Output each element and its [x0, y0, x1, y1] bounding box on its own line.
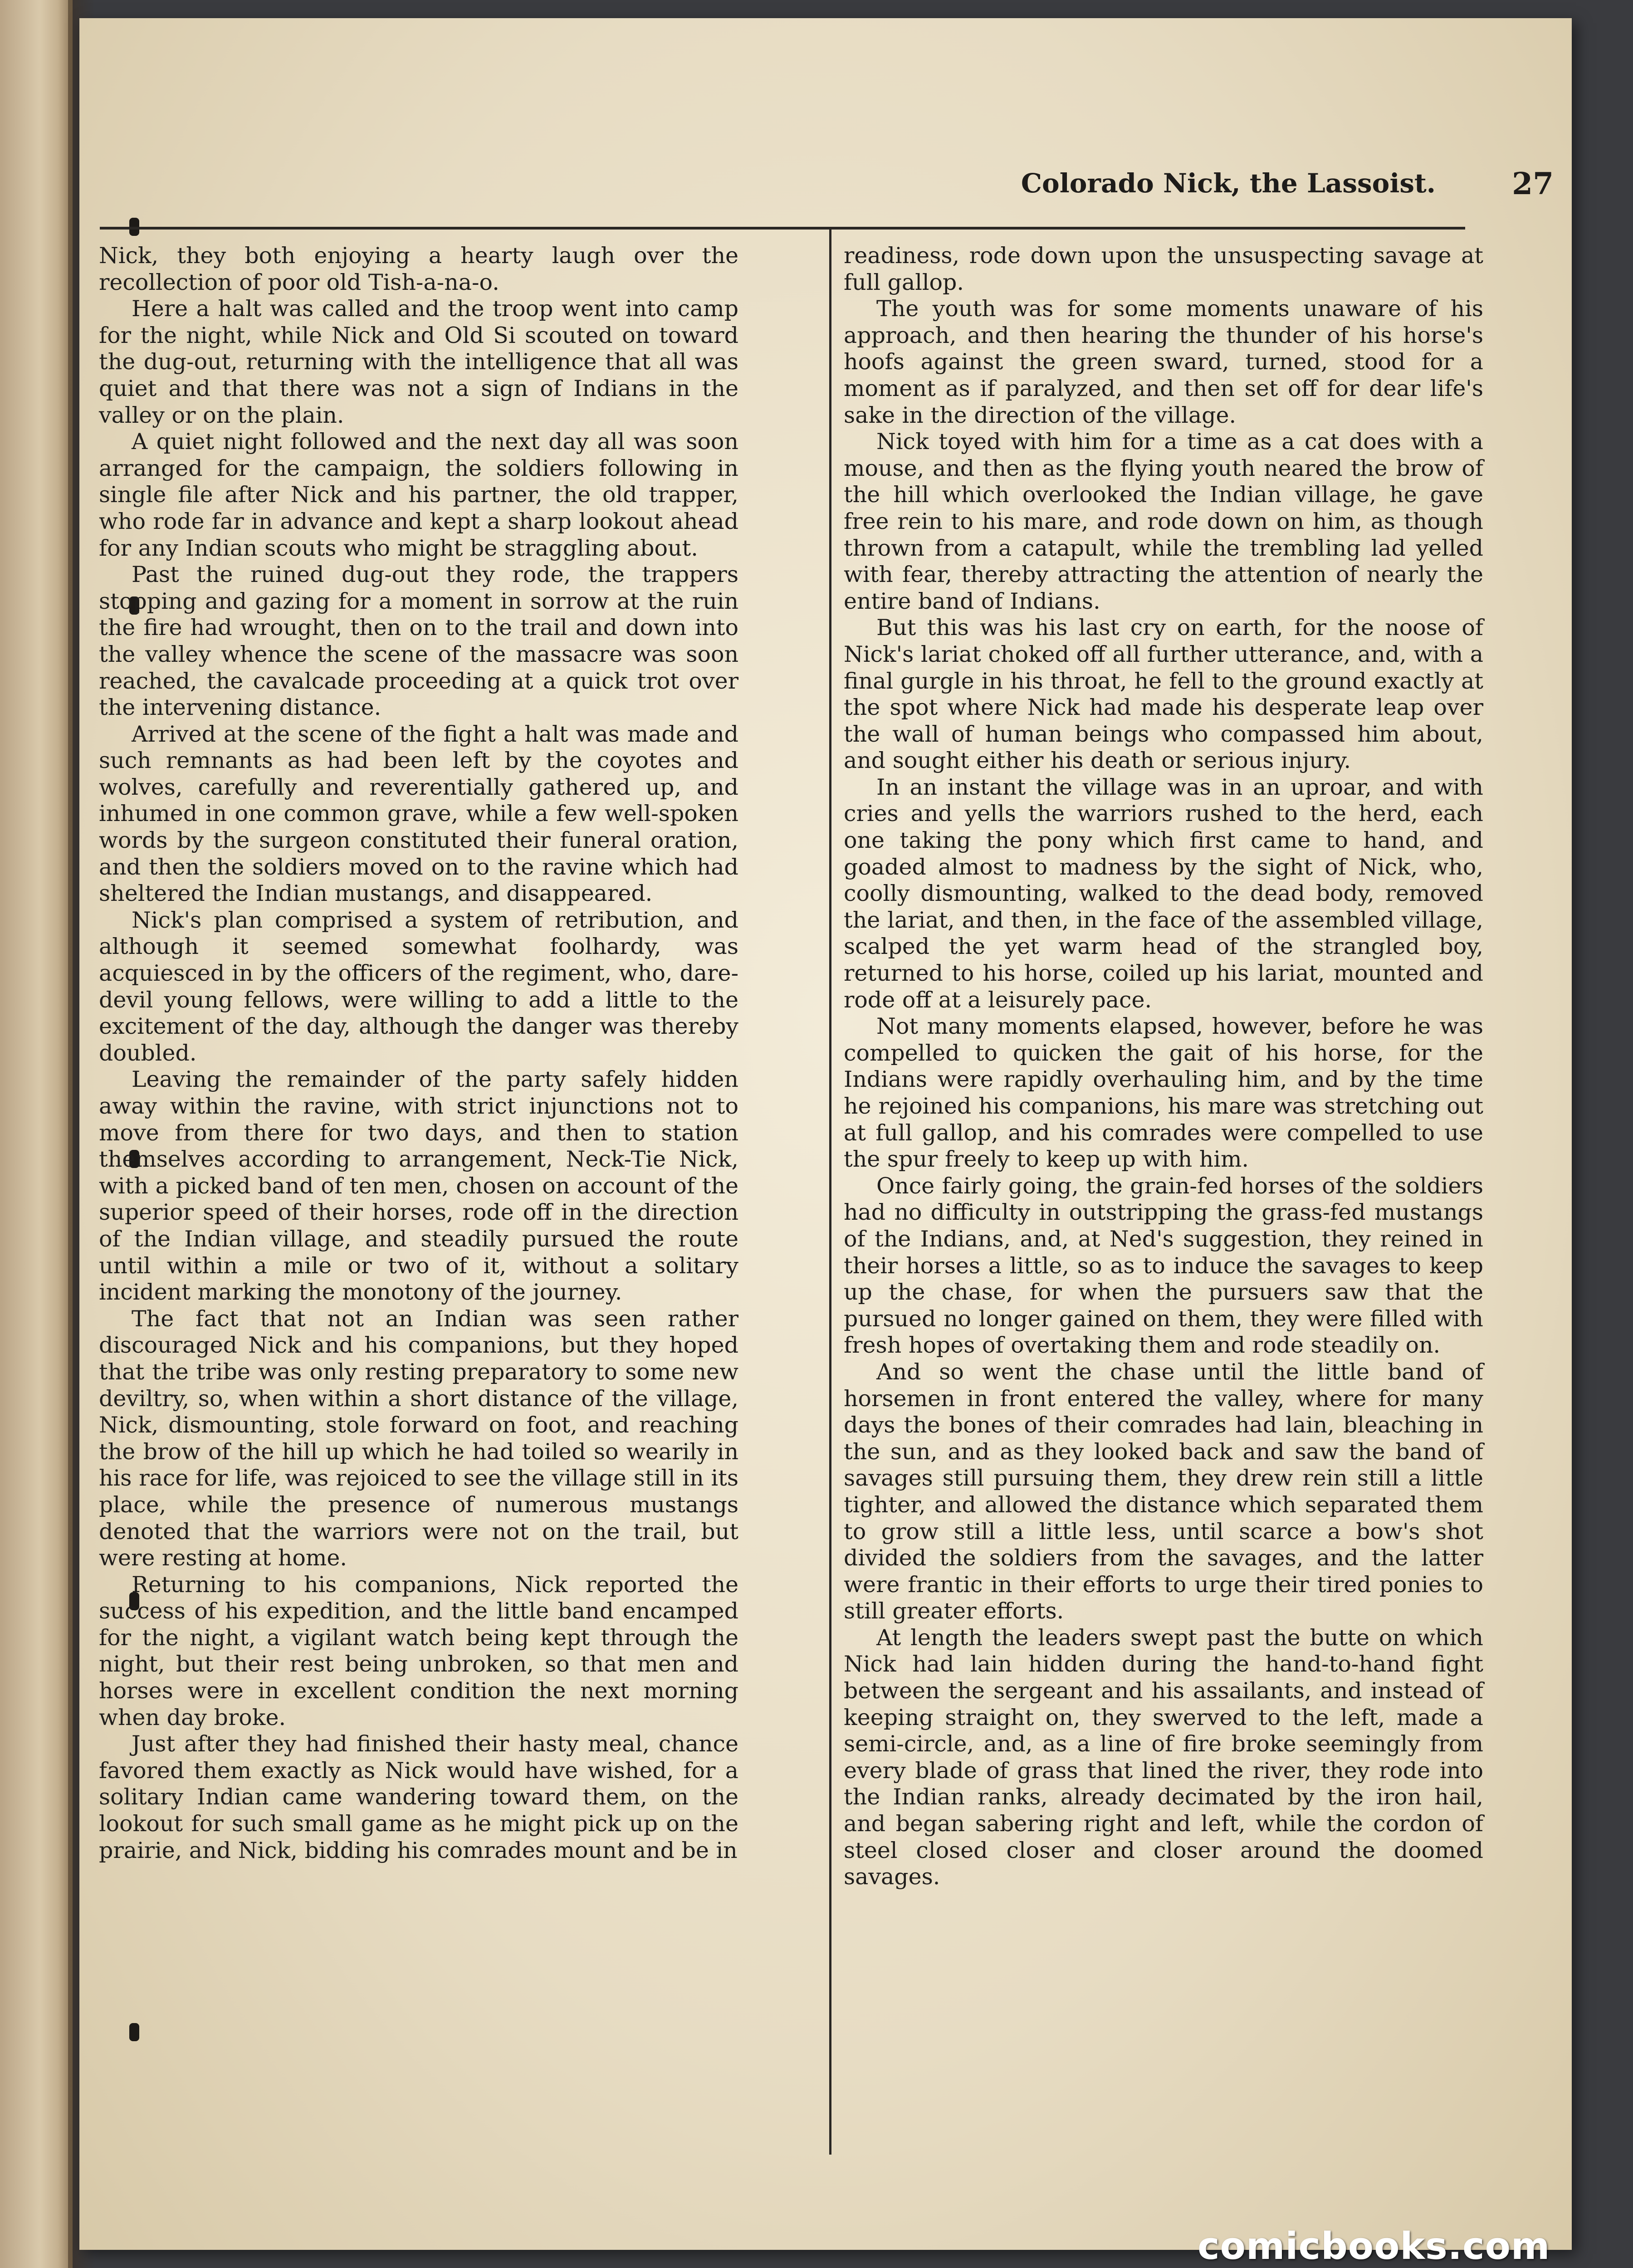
site-watermark: comicbooks.com [1198, 2225, 1550, 2268]
paragraph: Nick toyed with him for a time as a cat does with a mouse, and then as the flying youth neared the brow of the hill which overlooked the Indian village, he gave free rein to his mare, and rode down on him, as though thrown from a catapult, while the trembling lad yelled with fear, thereby attracting the attention of nearly the entire band of Indians. [844, 429, 1483, 614]
paragraph: Not many moments elapsed, however, before he was compelled to quicken the gait of his horse, for the Indians were rapidly overhauling him, and by the time he rejoined his companions, his mare was stretching out at full gallop, and his comrades were compelled to use the spur freely to keep up with him. [844, 1013, 1483, 1173]
paragraph: Once fairly going, the grain-fed horses of the soldiers had no difficulty in outstripping the grass-fed mustangs of the Indians, and, at Ned's suggestion, they reined in their horses a little, so as to induce the savages to keep up the chase, for when the pursuers saw that the pursued no longer gained on them, they were filled with fresh hopes of overtaking them and rode steadily on. [844, 1173, 1483, 1359]
paragraph: Past the ruined dug-out they rode, the trappers stopping and gazing for a moment in sorrow at the ruin the fire had wrought, then on to the trail and down into the valley whence the scene of the massacre was soon reached, the cavalcade proceeding at a quick trot over the intervening distance. [99, 562, 738, 721]
text-column-left [99, 243, 738, 2161]
paragraph: Nick's plan comprised a system of retribution, and although it seemed somewhat foolhardy, was acquiesced in by the officers of the regiment, who, dare-devil young fellows, were willing to add a little to the excitement of the day, although the danger was thereby doubled. [99, 907, 738, 1066]
header-rule [100, 227, 1465, 230]
paragraph: Returning to his companions, Nick reported the success of his expedition, and the little band encamped for the night, a vigilant watch being kept through the night, but their rest being unbroken, so that men and horses were in excellent condition the next morning when day broke. [99, 1571, 738, 1730]
paragraph: Here a halt was called and the troop went into camp for the night, while Nick and Old Si scouted on toward the dug-out, returning with the intelligence that all was quiet and that there was not a sign of Indians in the valley or on the plain. [99, 296, 738, 428]
text-column-right [844, 243, 1483, 2161]
paragraph: In an instant the village was in an uproar, and with cries and yells the warriors rushed to the herd, each one taking the pony which first came to hand, and goaded almost to madness by the sight of Nick, who, coolly dismounting, walked to the dead body, removed the lariat, and then, in the face of the assembled village, scalped the yet warm head of the strangled boy, returned to his horse, coiled up his lariat, mounted and rode off at a leisurely pace. [844, 774, 1483, 1013]
paragraph: readiness, rode down upon the unsuspecting savage at full gallop. [844, 243, 1483, 295]
paragraph: A quiet night followed and the next day all was soon arranged for the campaign, the soldiers following in single file after Nick and his partner, the old trapper, who rode far in advance and kept a sharp lookout ahead for any Indian scouts who might be straggling about. [99, 429, 738, 561]
paragraph: But this was his last cry on earth, for the noose of Nick's lariat choked off all further utterance, and, with a final gurgle in his throat, he fell to the ground exactly at the spot where Nick had made his desperate leap over the wall of human beings who compassed him about, and sought either his death or serious injury. [844, 615, 1483, 774]
page-header [179, 168, 1554, 218]
paragraph: The youth was for some moments unaware of his approach, and then hearing the thunder of his horse's hoofs against the green sward, turned, stood for a moment as if paralyzed, and then set off for dear life's sake in the direction of the village. [844, 296, 1483, 428]
page-number: 27 [1512, 166, 1554, 201]
paragraph: Leaving the remainder of the party safely hidden away within the ravine, with strict injunctions not to move from there for two days, and then to station themselves according to arrangement, Neck-Tie Nick, with a picked band of ten men, chosen on account of the superior speed of their horses, rode off in the direction of the Indian village, and steadily pursued the route until within a mile or two of it, without a solitary incident marking the monotony of the journey. [99, 1066, 738, 1305]
paragraph: The fact that not an Indian was seen rather discouraged Nick and his companions, but they hoped that the tribe was only resting preparatory to some new deviltry, so, when within a short distance of the village, Nick, dismounting, stole forward on foot, and reaching the brow of the hill up which he had toiled so wearily in his race for life, was rejoiced to see the village still in its place, while the presence of numerous mustangs denoted that the warriors were not on the trail, but were resting at home. [99, 1305, 738, 1571]
paragraph: Just after they had finished their hasty meal, chance favored them exactly as Nick would have wished, for a solitary Indian came wandering toward them, on the lookout for such small game as he might pick up on the prairie, and Nick, bidding his comrades mount and be in [99, 1731, 738, 1863]
paragraph: Arrived at the scene of the fight a halt was made and such remnants as had been left by the coyotes and wolves, carefully and reverentially gathered up, and inhumed in one common grave, while a few well-spoken words by the surgeon constituted their funeral oration, and then the soldiers moved on to the ravine which had sheltered the Indian mustangs, and disappeared. [99, 721, 738, 907]
paragraph: Nick, they both enjoying a hearty laugh over the recollection of poor old Tish-a-na-o. [99, 243, 738, 295]
paragraph: And so went the chase until the little band of horsemen in front entered the valley, where for many days the bones of their comrades had lain, bleaching in the sun, and as they looked back and saw the band of savages still pursuing them, they drew rein still a little tighter, and allowed the distance which separated them to grow still a little less, until scarce a bow's shot divided the soldiers from the savages, and the latter were frantic in their efforts to urge their tired ponies to still greater efforts. [844, 1359, 1483, 1624]
running-title: Colorado Nick, the Lassoist. [1021, 168, 1436, 199]
binding-spine [0, 0, 73, 2268]
paragraph: At length the leaders swept past the butte on which Nick had lain hidden during the hand-to-hand fight between the sergeant and his assailants, and instead of keeping straight on, they swerved to the left, made a semi-circle, and, as a line of fire broke seemingly from every blade of grass that lined the river, they rode into the Indian ranks, already decimated by the iron hail, and began sabering right and left, while the cordon of steel closed closer and closer around the doomed savages. [844, 1624, 1483, 1890]
column-divider [829, 229, 831, 2155]
